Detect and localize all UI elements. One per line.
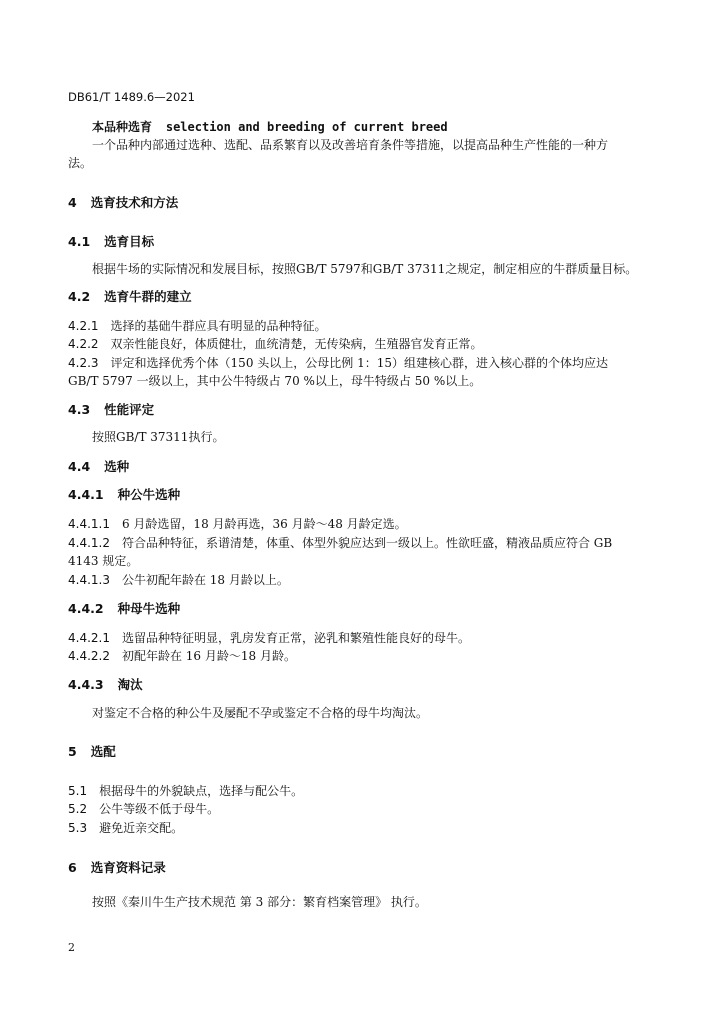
section-5-heading: [68, 744, 116, 760]
section-4-3-body: 按照GB/T 37311执行。: [92, 430, 225, 444]
clause-4-2-2-number: 4.2.2: [68, 337, 99, 351]
section-4-4-number: 4.4: [68, 459, 91, 474]
clause-4-4-2-1-number: 4.4.2.1: [68, 631, 110, 645]
clause-4-4-1-1: [68, 516, 407, 532]
clause-5-3-text: 避免近亲交配。: [99, 821, 184, 835]
page-number: 2: [68, 941, 75, 954]
section-4-3-heading: [68, 402, 154, 418]
clause-5-1-number: 5.1: [68, 784, 88, 798]
clause-5-1-text: 根据母牛的外貌缺点，选择与配公牛。: [99, 784, 304, 798]
clause-4-4-1-1-number: 4.4.1.1: [68, 517, 110, 531]
section-4-3-title: 性能评定: [104, 402, 155, 417]
section-4-2-heading: [68, 289, 192, 305]
section-4-4-1-heading: [68, 487, 180, 503]
term-definition-line-1: 一个品种内部通过选种、选配、品系繁育以及改善培育条件等措施，以提高品种生产性能的一种方: [92, 138, 609, 152]
clause-5-3: [68, 820, 183, 836]
clause-4-4-1-2-number: 4.4.1.2: [68, 536, 110, 550]
section-4-2-title: 选育牛群的建立: [104, 289, 192, 304]
clause-5-1: [68, 783, 303, 799]
clause-4-4-1-3-text: 公牛初配年龄在 18 月龄以上。: [121, 573, 289, 587]
clause-4-2-1: [68, 318, 327, 334]
clause-4-2-3-number: 4.2.3: [68, 356, 99, 370]
clause-4-4-2-1: [68, 630, 470, 646]
section-6-heading: [68, 860, 166, 876]
clause-4-4-1-2: [68, 535, 612, 551]
section-4-1-number: 4.1: [68, 234, 91, 249]
section-6-body: 按照《秦川牛生产技术规范 第 3 部分：繁育档案管理》 执行。: [92, 895, 427, 909]
section-4-4-3-heading: [68, 677, 143, 693]
term-title-en: selection and breeding of current breed: [165, 120, 448, 134]
section-4-4-2-title: 种母牛选种: [117, 601, 181, 616]
clause-4-4-1-2-text: 符合品种特征，系谱清楚，体重、体型外貌应达到一级以上。性欲旺盛，精液品质应符合 GB: [121, 536, 613, 550]
clause-5-2-number: 5.2: [68, 802, 88, 816]
clause-4-4-1-3: [68, 572, 289, 588]
section-4-4-title: 选种: [104, 459, 130, 474]
section-4-4-heading: [68, 459, 129, 475]
clause-4-4-1-2-continuation: 4143 规定。: [68, 554, 139, 568]
clause-4-2-2: [68, 336, 483, 352]
term-title: [92, 119, 448, 135]
section-6-title: 选育资料记录: [90, 860, 166, 875]
section-4-4-3-title: 淘汰: [117, 677, 143, 692]
section-4-4-2-number: 4.4.2: [68, 601, 104, 616]
clause-4-4-2-2-number: 4.4.2.2: [68, 649, 110, 663]
document-id: DB61/T 1489.6—2021: [68, 90, 195, 104]
clause-4-4-1-1-text: 6 月龄选留，18 月龄再选，36 月龄～48 月龄定选。: [121, 517, 407, 531]
clause-4-2-1-text: 选择的基础牛群应具有明显的品种特征。: [110, 319, 327, 333]
clause-4-4-2-2-text: 初配年龄在 16 月龄～18 月龄。: [121, 649, 296, 663]
clause-5-2: [68, 801, 219, 817]
section-4-4-1-number: 4.4.1: [68, 487, 104, 502]
section-4-heading: [68, 195, 178, 211]
section-4-1-heading: [68, 234, 154, 250]
section-5-number: 5: [68, 744, 77, 759]
clause-4-2-1-number: 4.2.1: [68, 319, 99, 333]
section-4-4-3-number: 4.4.3: [68, 677, 104, 692]
term-title-cn: 本品种选育: [92, 120, 153, 134]
clause-4-2-3-text: 评定和选择优秀个体（150 头以上，公母比例 1：15）组建核心群，进入核心群的个体均应达: [110, 356, 608, 370]
section-4-1-title: 选育目标: [104, 234, 155, 249]
clause-4-4-2-1-text: 选留品种特征明显，乳房发育正常，泌乳和繁殖性能良好的母牛。: [121, 631, 470, 645]
section-4-4-1-title: 种公牛选种: [117, 487, 181, 502]
clause-5-2-text: 公牛等级不低于母牛。: [99, 802, 220, 816]
term-definition-line-2: 法。: [68, 156, 93, 170]
section-4-1-body: 根据牛场的实际情况和发展目标，按照GB/T 5797和GB/T 37311之规定，制定相应的牛群质量目标。: [92, 262, 638, 276]
clause-4-2-2-text: 双亲性能良好，体质健壮，血统清楚，无传染病，生殖器官发育正常。: [110, 337, 483, 351]
section-5-title: 选配: [90, 744, 116, 759]
section-4-2-number: 4.2: [68, 289, 91, 304]
section-4-title: 选育技术和方法: [90, 195, 179, 210]
clause-4-4-1-3-number: 4.4.1.3: [68, 573, 110, 587]
clause-4-4-2-2: [68, 648, 296, 664]
section-4-number: 4: [68, 195, 77, 210]
clause-4-2-3: [68, 355, 608, 371]
section-6-number: 6: [68, 860, 77, 875]
clause-4-2-3-continuation: GB/T 5797 一级以上，其中公牛特级占 70 %以上，母牛特级占 50 %以上。: [68, 374, 482, 388]
section-4-4-3-body: 对鉴定不合格的种公牛及屡配不孕或鉴定不合格的母牛均淘汰。: [92, 706, 429, 720]
clause-5-3-number: 5.3: [68, 821, 88, 835]
section-4-4-2-heading: [68, 601, 180, 617]
section-4-3-number: 4.3: [68, 402, 91, 417]
